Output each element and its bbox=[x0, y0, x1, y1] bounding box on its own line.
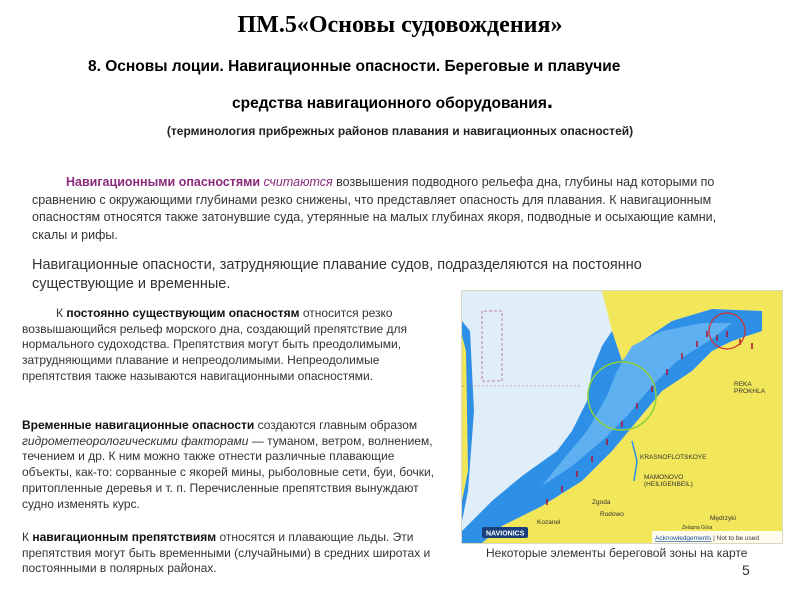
ack-rest: | Not to be used bbox=[711, 535, 759, 542]
label-reka: REKA bbox=[734, 381, 752, 388]
definition-text: возвышения подводного рельефа дна, глубины над которыми по сравнению с окружающими глубинами резко снижены, что представляет опасность для плавания. К навигационным опасностям относятся также затонувшие суда, утерянные на малых глубинах якоря, подводные и осыхающие камни, скалы и рифы. bbox=[32, 175, 717, 242]
permanent-paragraph bbox=[22, 306, 442, 385]
definition-term: Навигационными опасностями bbox=[66, 175, 261, 189]
navionics-logo bbox=[482, 527, 528, 538]
navionics-text: NAVIONICS bbox=[486, 530, 525, 538]
label-kozanel: Kozanel bbox=[537, 519, 561, 526]
page-number: 5 bbox=[742, 562, 750, 578]
definition-verb: считаются bbox=[263, 175, 333, 189]
subtitle-dot: . bbox=[546, 88, 553, 113]
label-zgoda: Zgoda bbox=[592, 499, 611, 506]
label-zelazna: Żelazna Góra bbox=[682, 525, 713, 531]
temporary-paragraph bbox=[22, 418, 442, 512]
nautical-chart-svg bbox=[462, 291, 782, 543]
label-prokhladnaya: PROKHLA bbox=[734, 388, 766, 395]
permanent-prefix: К bbox=[56, 306, 67, 320]
obstacles-paragraph bbox=[22, 530, 442, 577]
temporary-term: Временные навигационные опасности bbox=[22, 418, 255, 432]
obstacles-prefix: К bbox=[22, 530, 33, 544]
terminology-note: (терминология прибрежных районов плавания и навигационных опасностей) bbox=[166, 124, 634, 138]
subtitle-line-1: 8. Основы лоции. Навигационные опасности. Береговые и плавучие bbox=[88, 58, 621, 75]
nautical-chart bbox=[461, 290, 783, 544]
map-caption: Некоторые элементы береговой зоны на карте bbox=[486, 546, 748, 560]
label-krasnoflotskoye: KRASNOFLOTSKOYE bbox=[640, 454, 707, 461]
label-medrzyki: Mędrzyki bbox=[710, 515, 737, 522]
permanent-text: относится резко возвышающийся рельеф морского дна, создающий препятствие для нормального судоходства. Препятствия могут быть преодолимыми, затрудняющими плавание и непреодолимыми. Непреодолимые препятствия также называются навигационными опасностями. bbox=[22, 306, 408, 383]
label-heiligenbeil: (HEILIGENBEIL) bbox=[644, 481, 693, 488]
definition-paragraph bbox=[32, 174, 752, 244]
temporary-text-2: — туманом, ветром, волнением, течением и др. К ним можно также отнести различные плавающие объекты, как-то: сорванные с якорей мины, рыболовные сети, буи, бочки, притопленные деревья и т. п. Перечисленные препятствия вынуждают судно изменять курс. bbox=[22, 433, 435, 511]
ack-text bbox=[655, 535, 759, 542]
label-rodowo: Rodowo bbox=[600, 511, 624, 518]
label-mamonovo: MAMONOVO bbox=[644, 474, 684, 481]
classification-paragraph: Навигационные опасности, затрудняющие плавание судов, подразделяются на постоянно существующие и временные. bbox=[32, 257, 642, 292]
temporary-factors: гидрометеорологическими факторами bbox=[22, 433, 249, 448]
slide-title: ПМ.5«Основы судовождения» bbox=[237, 12, 563, 38]
ack-link[interactable]: Acknowledgements bbox=[655, 535, 712, 542]
obstacles-text: относятся и плавающие льды. Эти препятствия могут быть временными (случайными) в средних широтах и постоянными в полярных районах. bbox=[22, 530, 431, 576]
subtitle-line-2-text: средства навигационного оборудования bbox=[232, 95, 547, 112]
permanent-term: постоянно существующим опасностям bbox=[66, 306, 300, 320]
temporary-text-1: создаются главным образом bbox=[254, 418, 418, 432]
subtitle-line-2 bbox=[232, 88, 553, 114]
obstacles-term: навигационным препятствиям bbox=[32, 530, 217, 544]
